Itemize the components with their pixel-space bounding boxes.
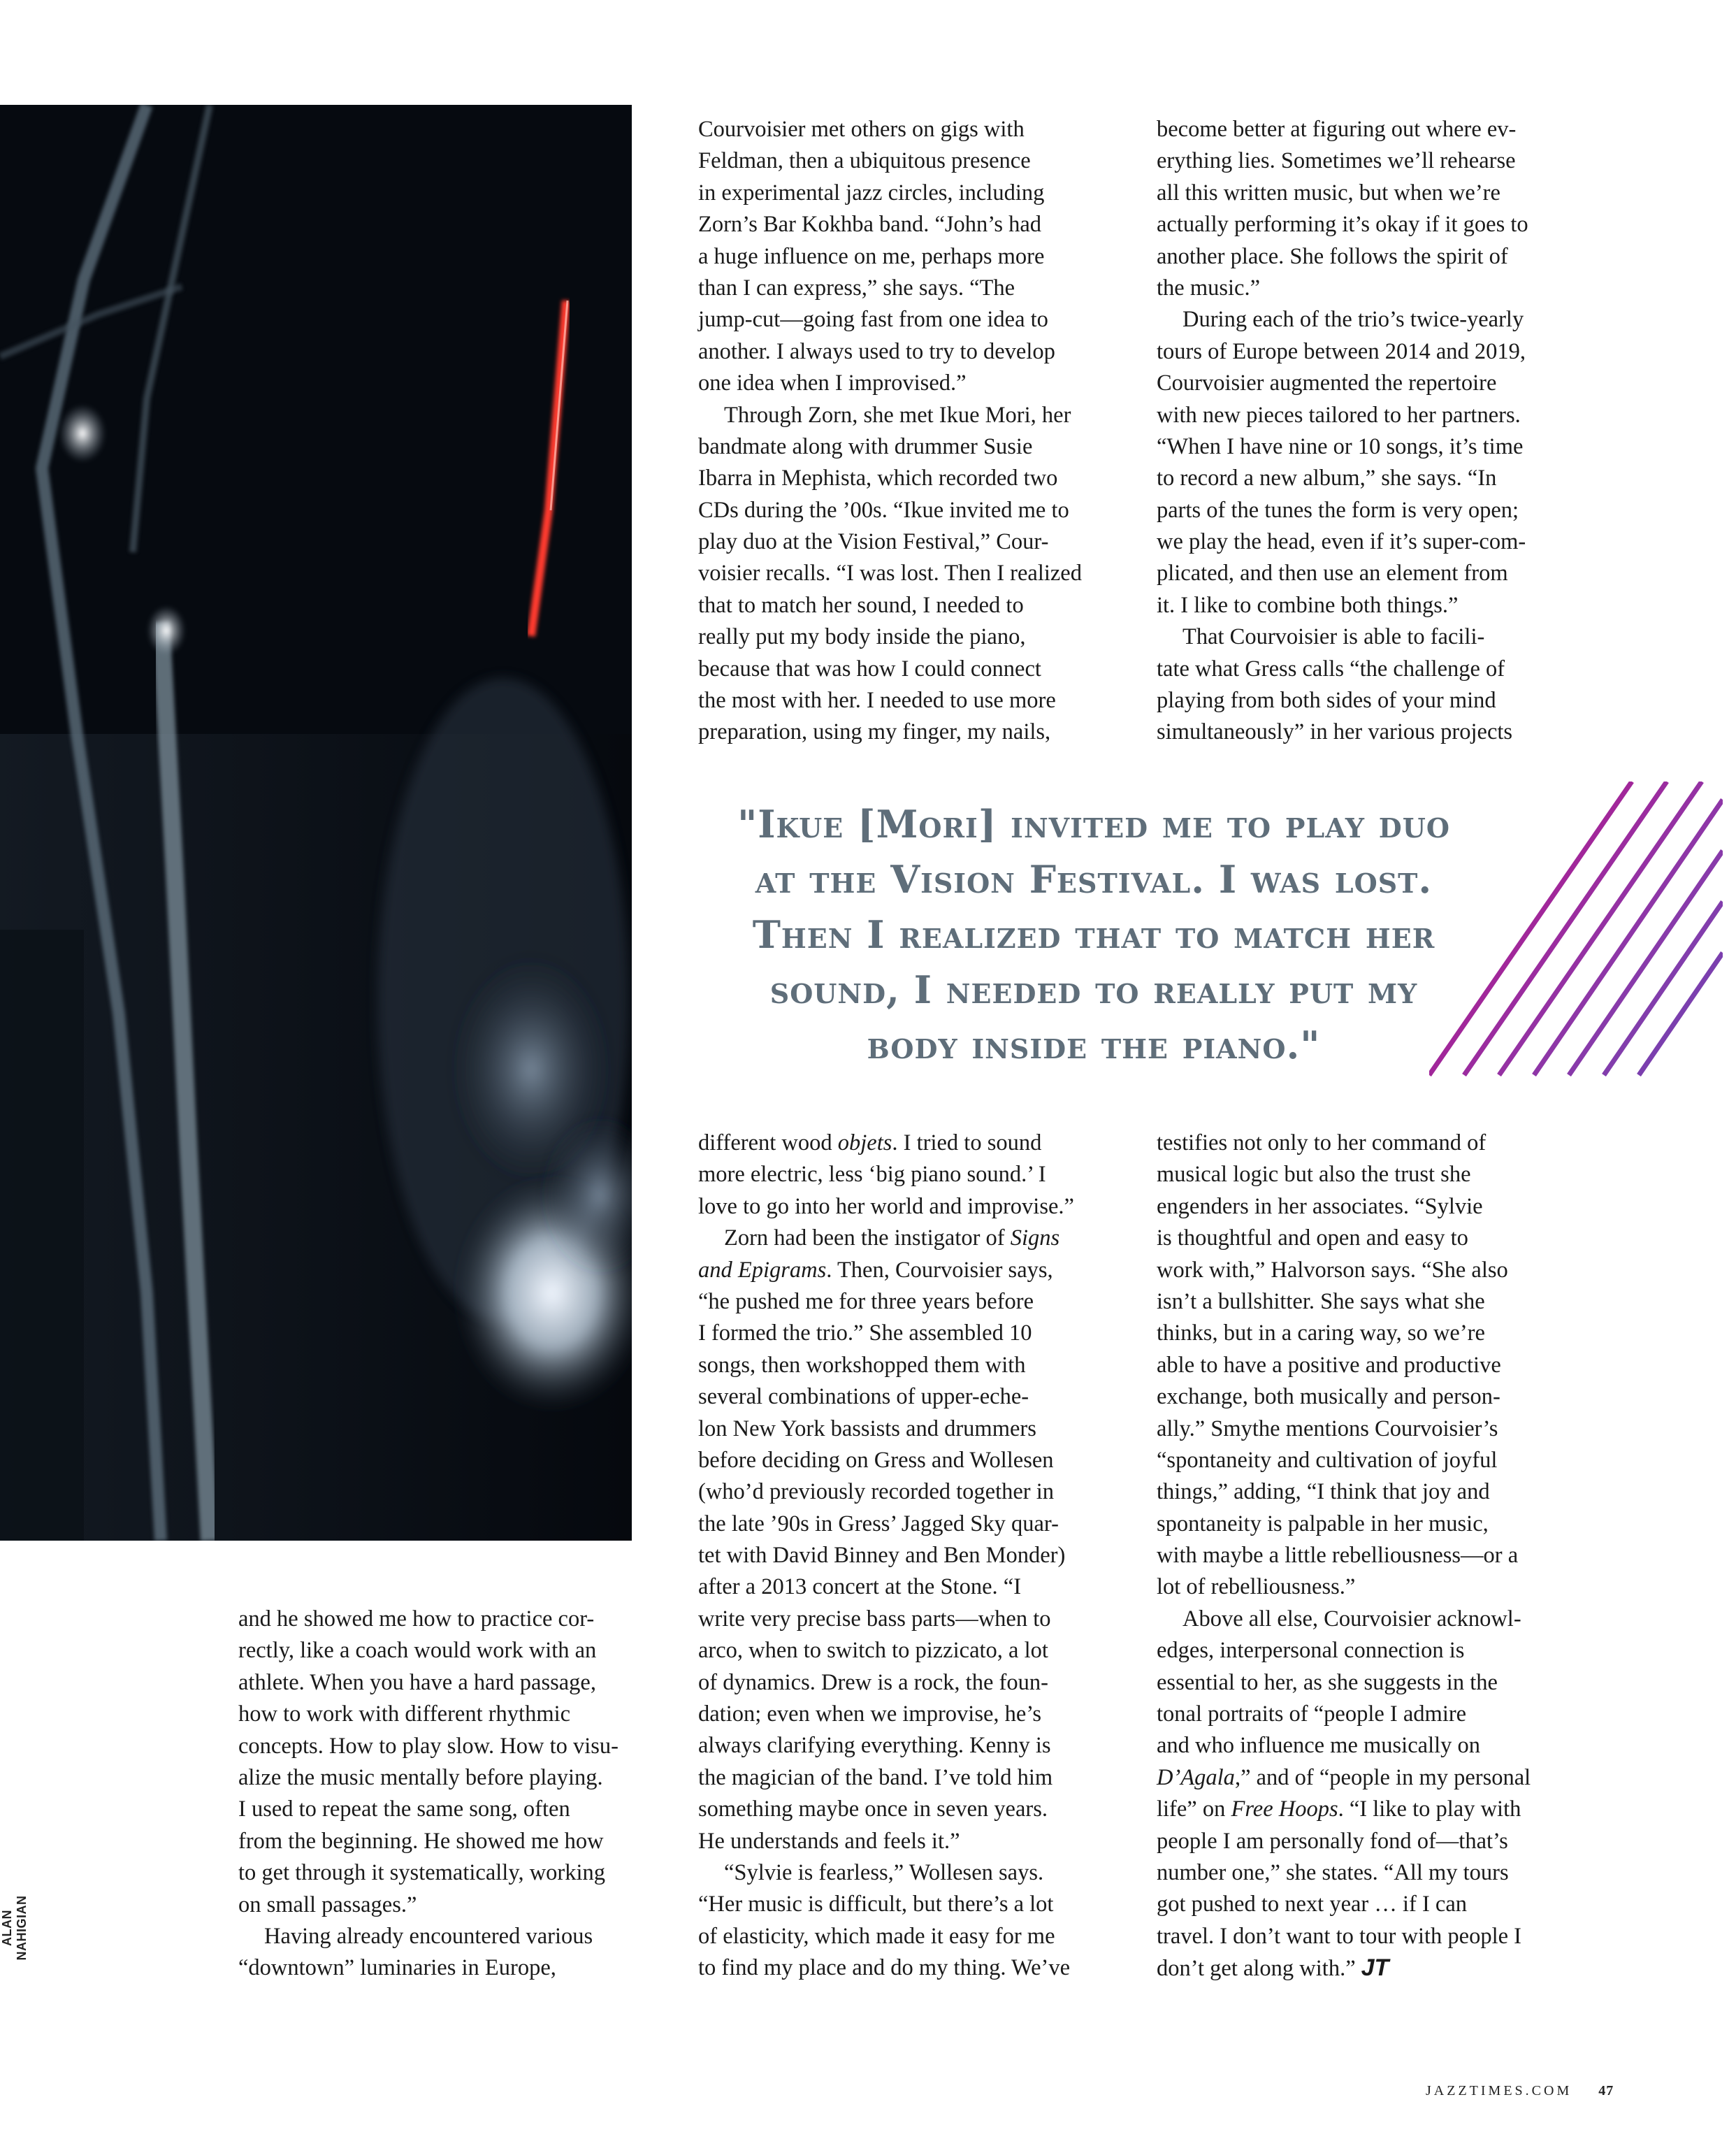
italic-title: Free Hoops	[1231, 1796, 1338, 1822]
italic-title: Signs	[1010, 1225, 1060, 1251]
text-line	[1157, 1762, 1531, 1794]
text-line: simultaneously” in her various projects	[1157, 719, 1513, 745]
article-column-b-top	[698, 114, 1082, 749]
text-line: something maybe once in seven years.	[698, 1796, 1048, 1822]
text-run: . I tried to sound	[892, 1130, 1042, 1155]
text-line: all this written music, but when we’re	[1157, 180, 1500, 206]
text-line: Feldman, then a ubiquitous presence	[698, 148, 1031, 174]
photo-credit: ALAN NAHIGIAN	[0, 1895, 29, 1961]
text-line: tate what Gress calls “the challenge of	[1157, 656, 1505, 682]
text-line: the music.”	[1157, 275, 1261, 301]
text-line: of elasticity, which made it easy for me	[698, 1923, 1055, 1949]
text-line: play duo at the Vision Festival,” Cour-	[698, 529, 1049, 555]
text-line: essential to her, as she suggests in the	[1157, 1669, 1498, 1695]
text-line: because that was how I could connect	[698, 656, 1041, 682]
page-footer	[1426, 2083, 1614, 2099]
italic-title: objets	[837, 1130, 892, 1155]
text-line: “he pushed me for three years before	[698, 1288, 1034, 1314]
text-line: from the beginning. He showed me how	[238, 1828, 604, 1854]
text-line: edges, interpersonal connection is	[1157, 1638, 1465, 1664]
text-line: another. I always used to try to develop	[698, 338, 1055, 364]
article-column-a	[238, 1604, 619, 1985]
text-line: I used to repeat the same song, often	[238, 1796, 570, 1822]
text-line: thinks, but in a caring way, so we’re	[1157, 1320, 1485, 1346]
text-line: things,” adding, “I think that joy and	[1157, 1479, 1490, 1505]
text-line: Above all else, Courvoisier acknowl-	[1182, 1606, 1521, 1632]
text-line: songs, then workshopped them with	[698, 1352, 1026, 1378]
text-line: arco, when to switch to pizzicato, a lot	[698, 1638, 1048, 1664]
text-line: spontaneity is palpable in her music,	[1157, 1511, 1489, 1536]
text-line: another place. She follows the spirit of	[1157, 243, 1508, 269]
text-line: plicated, and then use an element from	[1157, 561, 1508, 586]
text-line: to find my place and do my thing. We’ve	[698, 1955, 1071, 1981]
text-line: number one,” she states. “All my tours	[1157, 1859, 1509, 1885]
text-line: isn’t a bullshitter. She says what she	[1157, 1288, 1485, 1314]
text-line: preparation, using my finger, my nails,	[698, 719, 1051, 745]
text-line: bandmate along with drummer Susie	[698, 433, 1033, 459]
text-line: I formed the trio.” She assembled 10	[698, 1320, 1032, 1346]
text-line: work with,” Halvorson says. “She also	[1157, 1257, 1508, 1283]
text-line: Ibarra in Mephista, which recorded two	[698, 466, 1058, 491]
text-line: erything lies. Sometimes we’ll rehearse	[1157, 148, 1516, 174]
text-line: dation; even when we improvise, he’s	[698, 1701, 1041, 1727]
text-line: Courvoisier augmented the repertoire	[1157, 370, 1497, 396]
text-line: Courvoisier met others on gigs with	[698, 117, 1025, 142]
text-line: Having already encountered various	[264, 1923, 593, 1949]
text-line: a huge influence on me, perhaps more	[698, 243, 1045, 269]
text-line	[698, 1255, 1074, 1286]
text-line: able to have a positive and productive	[1157, 1352, 1501, 1378]
text-line: (who’d previously recorded together in	[698, 1479, 1055, 1505]
text-line: one idea when I improvised.”	[698, 370, 967, 396]
text-line: Through Zorn, she met Ikue Mori, her	[724, 402, 1071, 428]
text-line: “downtown” luminaries in Europe,	[238, 1955, 556, 1981]
text-line: playing from both sides of your mind	[1157, 688, 1496, 714]
pull-quote	[692, 797, 1496, 1073]
text-line: the magician of the band. I’ve told him	[698, 1764, 1053, 1790]
text-line: “spontaneity and cultivation of joyful	[1157, 1447, 1498, 1473]
text-line: athlete. When you have a hard passage,	[238, 1669, 596, 1695]
text-run: . Then, Courvoisier says,	[826, 1257, 1053, 1283]
text-run: don’t get along with.”	[1157, 1956, 1356, 1982]
text-line: During each of the trio’s twice-yearly	[1182, 307, 1524, 333]
article-column-b-bottom	[698, 1128, 1074, 1985]
text-line: testifies not only to her command of	[1157, 1130, 1487, 1155]
text-line	[698, 1128, 1074, 1159]
text-line: people I am personally fond of—that’s	[1157, 1828, 1508, 1854]
text-line: the most with her. I needed to use more	[698, 688, 1056, 714]
text-line: CDs during the ’00s. “Ikue invited me to	[698, 497, 1069, 523]
text-line: in experimental jazz circles, including	[698, 180, 1045, 206]
concert-photo	[0, 105, 632, 1541]
concert-photo-piano-icon	[0, 105, 632, 1541]
text-line: to get through it systematically, working	[238, 1860, 606, 1886]
text-line: musical logic but also the trust she	[1157, 1162, 1471, 1188]
text-line: parts of the tunes the form is very open;	[1157, 497, 1519, 523]
text-line: tours of Europe between 2014 and 2019,	[1157, 338, 1526, 364]
article-column-c-top	[1157, 114, 1528, 749]
text-run: life” on	[1157, 1796, 1231, 1822]
text-line: with maybe a little rebelliousness—or a	[1157, 1543, 1519, 1569]
text-line	[1157, 1952, 1531, 1984]
text-line: “Her music is difficult, but there’s a lot	[698, 1892, 1054, 1917]
text-line: after a 2013 concert at the Stone. “I	[698, 1574, 1022, 1600]
text-line: than I can express,” she says. “The	[698, 275, 1015, 301]
text-line: really put my body inside the piano,	[698, 624, 1026, 650]
text-line: That Courvoisier is able to facili-	[1182, 624, 1485, 650]
text-line: “When I have nine or 10 songs, it’s time	[1157, 433, 1524, 459]
text-line: jump-cut—going fast from one idea to	[698, 307, 1048, 333]
text-line: the late ’90s in Gress’ Jagged Sky quar-	[698, 1511, 1059, 1536]
text-line: before deciding on Gress and Wollesen	[698, 1447, 1054, 1473]
text-line: “Sylvie is fearless,” Wollesen says.	[724, 1859, 1044, 1885]
italic-title: and Epigrams	[698, 1257, 827, 1283]
text-line	[1157, 1794, 1531, 1825]
text-line: tonal portraits of “people I admire	[1157, 1701, 1467, 1727]
text-line: and who influence me musically on	[1157, 1733, 1480, 1759]
text-line: engenders in her associates. “Sylvie	[1157, 1193, 1483, 1219]
end-mark: JT	[1361, 1954, 1389, 1982]
text-line: and he showed me how to practice cor-	[238, 1606, 595, 1632]
text-line: actually performing it’s okay if it goes to	[1157, 212, 1528, 238]
italic-title: D’Agala	[1157, 1764, 1235, 1790]
text-line: write very precise bass parts—when to	[698, 1606, 1051, 1632]
text-run: ,” and of “people in my personal	[1234, 1764, 1531, 1790]
text-line: on small passages.”	[238, 1892, 417, 1917]
text-line: how to work with different rhythmic	[238, 1701, 571, 1727]
text-line: alize the music mentally before playing.	[238, 1764, 603, 1790]
text-line: concepts. How to play slow. How to visu-	[238, 1733, 619, 1759]
text-line: more electric, less ‘big piano sound.’ I	[698, 1162, 1046, 1188]
text-line: we play the head, even if it’s super-com-	[1157, 529, 1526, 555]
text-line: got pushed to next year … if I can	[1157, 1892, 1468, 1917]
pull-quote-line: Then I realized that to match her	[752, 912, 1435, 957]
pull-quote-line: at the Vision Festival. I was lost.	[755, 857, 1433, 902]
text-line: that to match her sound, I needed to	[698, 592, 1024, 618]
text-line: travel. I don’t want to tour with people I	[1157, 1923, 1521, 1949]
text-line: with new pieces tailored to her partners.	[1157, 402, 1521, 428]
footer-site: JAZZTIMES.COM	[1426, 2083, 1572, 2098]
text-line: rectly, like a coach would work with an	[238, 1638, 597, 1664]
page-number: 47	[1598, 2083, 1614, 2098]
article-column-c-bottom	[1157, 1128, 1531, 1985]
pull-quote-line: sound, I needed to really put my	[769, 967, 1418, 1012]
pull-quote-line: "Ikue [Mori] invited me to play duo	[737, 802, 1450, 847]
text-run: . “I like to play with	[1338, 1796, 1521, 1822]
decorative-stripes-icon	[1429, 782, 1723, 1082]
text-line: it. I like to combine both things.”	[1157, 592, 1459, 618]
text-run: different wood	[698, 1130, 838, 1155]
text-line: become better at figuring out where ev-	[1157, 117, 1517, 142]
text-line: several combinations of upper-eche-	[698, 1384, 1029, 1410]
text-line	[698, 1223, 1074, 1254]
text-line: love to go into her world and improvise.”	[698, 1193, 1074, 1219]
text-line: of dynamics. Drew is a rock, the foun-	[698, 1669, 1048, 1695]
text-line: tet with David Binney and Ben Monder)	[698, 1543, 1066, 1569]
text-line: ally.” Smythe mentions Courvoisier’s	[1157, 1416, 1498, 1441]
text-line: voisier recalls. “I was lost. Then I realized	[698, 561, 1082, 586]
text-line: Zorn’s Bar Kokhba band. “John’s had	[698, 212, 1042, 238]
pull-quote-line: body inside the piano."	[867, 1023, 1321, 1067]
text-line: to record a new album,” she says. “In	[1157, 466, 1497, 491]
text-line: exchange, both musically and person-	[1157, 1384, 1500, 1410]
text-line: lon New York bassists and drummers	[698, 1416, 1036, 1441]
text-run: Zorn had been the instigator of	[724, 1225, 1011, 1251]
text-line: always clarifying everything. Kenny is	[698, 1733, 1051, 1759]
text-line: is thoughtful and open and easy to	[1157, 1225, 1468, 1251]
text-line: He understands and feels it.”	[698, 1828, 960, 1854]
text-line: lot of rebelliousness.”	[1157, 1574, 1356, 1600]
